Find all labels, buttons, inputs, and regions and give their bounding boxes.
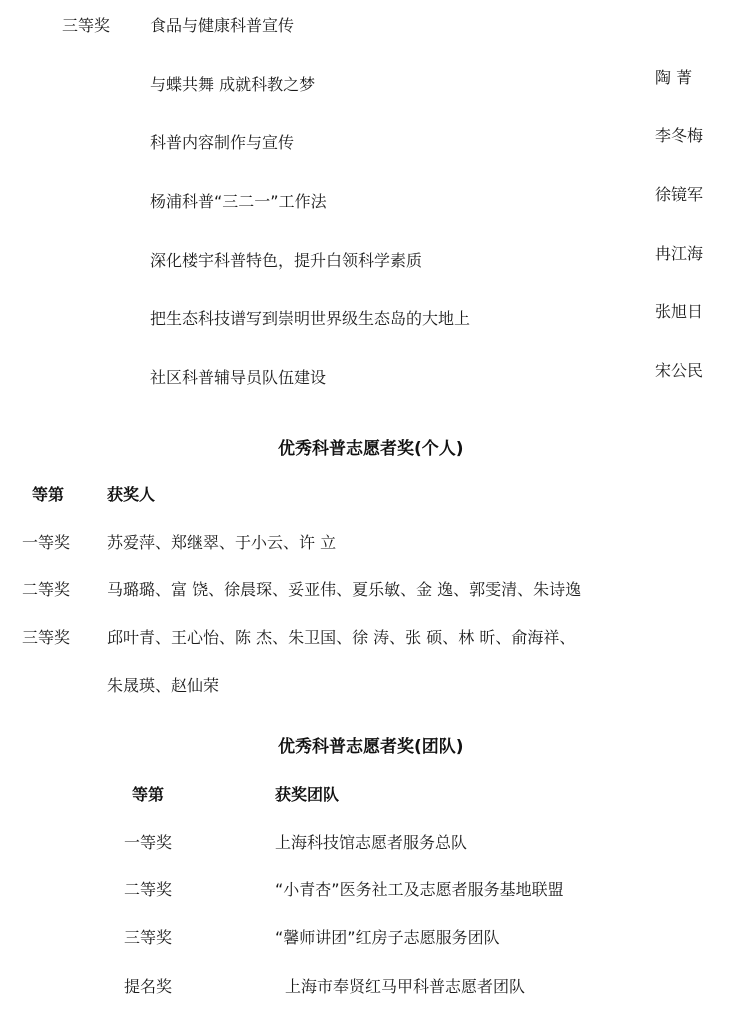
project-person: 徐镜军 — [655, 185, 704, 204]
team-rank-first: 一等奖 — [124, 833, 173, 852]
individual-names-second: 马璐璐、富 饶、徐晨琛、妥亚伟、夏乐敏、金 逸、郭雯清、朱诗逸 — [107, 580, 582, 599]
project-person: 陶 菁 — [655, 68, 693, 87]
project-person: 张旭日 — [655, 302, 704, 321]
project-title: 食品与健康科普宣传 — [150, 16, 295, 35]
project-title: 科普内容制作与宣传 — [150, 133, 295, 152]
project-title: 与蝶共舞 成就科教之梦 — [150, 75, 316, 94]
individual-names-first: 苏爱萍、郑继翠、于小云、许 立 — [107, 533, 337, 552]
team-name-second: “小青杏”医务社工及志愿者服务基地联盟 — [275, 880, 564, 899]
individual-rank-third: 三等奖 — [22, 628, 71, 647]
project-rank-third: 三等奖 — [62, 16, 111, 35]
individual-col-winner: 获奖人 — [107, 485, 156, 504]
team-name-nomination: 上海市奉贤红马甲科普志愿者团队 — [285, 977, 526, 996]
project-title: 深化楼宇科普特色，提升白领科学素质 — [150, 251, 423, 270]
team-rank-third: 三等奖 — [124, 928, 173, 947]
project-person: 冉江海 — [655, 244, 704, 263]
individual-rank-first: 一等奖 — [22, 533, 71, 552]
individual-names-third-cont: 朱晟瑛、赵仙荣 — [107, 676, 220, 695]
project-title: 社区科普辅导员队伍建设 — [150, 368, 327, 387]
team-name-first: 上海科技馆志愿者服务总队 — [275, 833, 468, 852]
team-col-winner: 获奖团队 — [275, 785, 340, 804]
project-person: 李冬梅 — [655, 126, 704, 145]
individual-section-title: 优秀科普志愿者奖(个人) — [278, 439, 464, 459]
team-name-third: “馨师讲团”红房子志愿服务团队 — [275, 928, 500, 947]
project-title: 把生态科技谱写到崇明世界级生态岛的大地上 — [150, 309, 471, 328]
individual-col-rank: 等第 — [32, 485, 65, 504]
project-title: 杨浦科普“三二一”工作法 — [150, 192, 327, 211]
project-person: 宋公民 — [655, 361, 704, 380]
team-section-title: 优秀科普志愿者奖(团队) — [278, 737, 464, 757]
team-rank-second: 二等奖 — [124, 880, 173, 899]
individual-rank-second: 二等奖 — [22, 580, 71, 599]
individual-names-third: 邱叶青、王心怡、陈 杰、朱卫国、徐 涛、张 硕、林 昕、俞海祥、 — [107, 628, 576, 647]
team-rank-nomination: 提名奖 — [124, 977, 173, 996]
team-col-rank: 等第 — [132, 785, 165, 804]
